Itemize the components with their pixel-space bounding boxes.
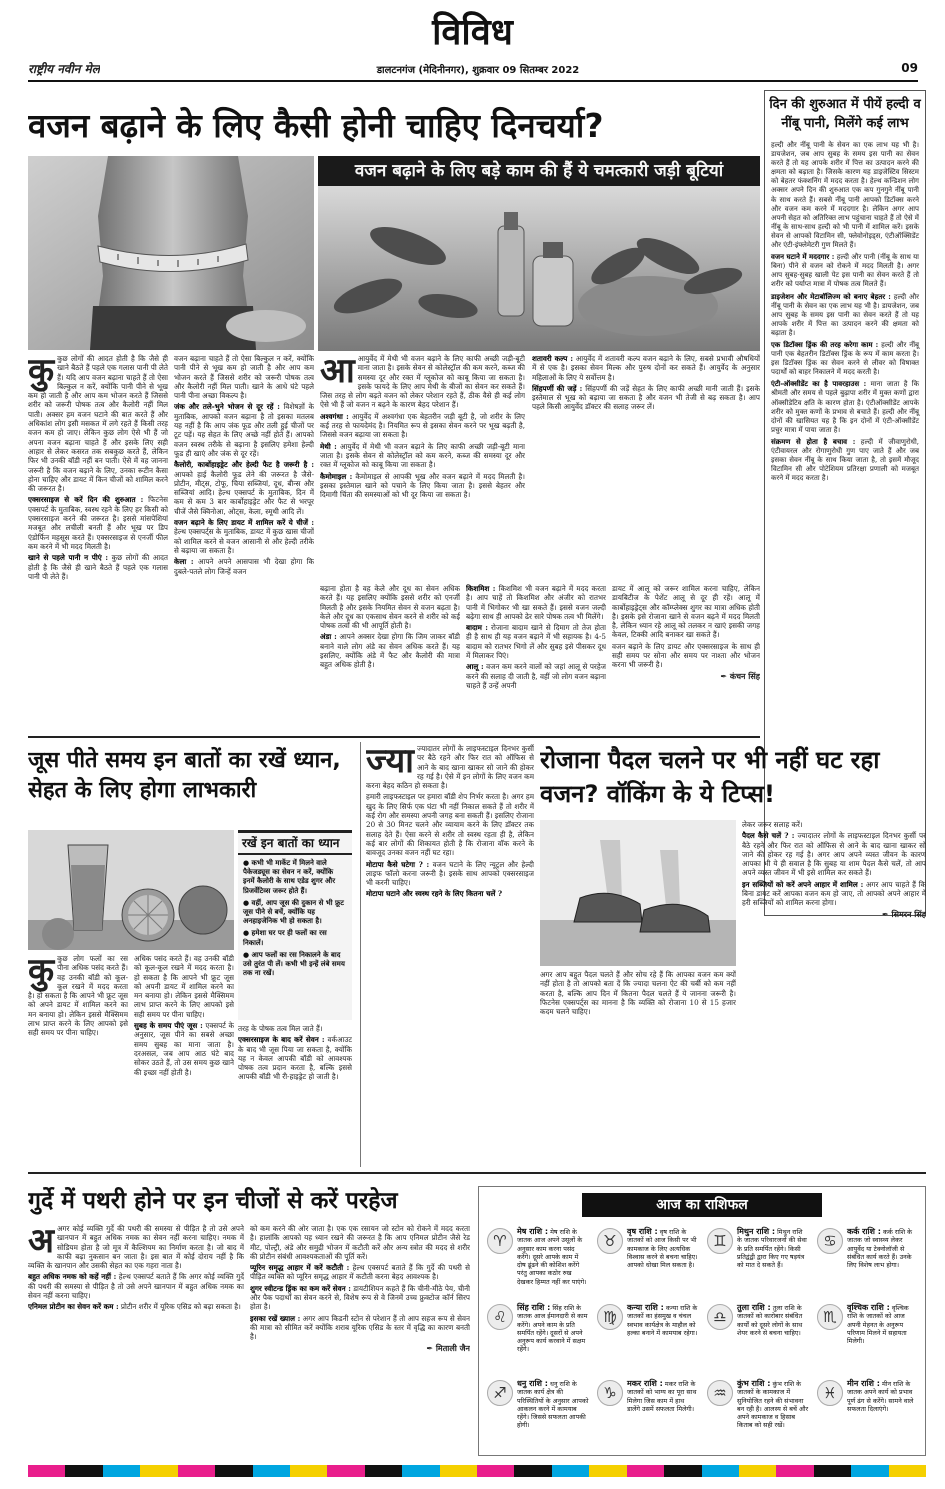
juice-tip-item: ● कभी भी मार्केट में मिलने वाले पैकेजड्यूस का सेवन न करें, क्योंकि इनमें कैलोरी के साथ एडेड शुगर और प्रिजर्वेटिव्स जरूर होते हैं। bbox=[243, 858, 336, 895]
horoscope-sign bbox=[813, 1301, 923, 1377]
main-col1-sub1-text: फिटनेस एक्सपर्ट के मुताबिक, स्वस्थ रहने के लिए हर किसी को एक्सरसाइज करने की जरूरत है। इससे मांसपेशियां मजबूत और लचीली बनती हैं और भूख पर डिप एंडोर्फिन महसूस करते हैं। एक्सरसाइज से एनर्जी फील कम करने में भी मदद मिलती है। bbox=[28, 495, 168, 551]
herbs-article-col1: आआयुर्वेद में मेथी भी वजन बढ़ाने के लिए काफी अच्छी जड़ी-बूटी माना जाता है। इसके सेवन से कोलेस्ट्रॉल की कम करने, कब्ज की समस्या दूर और रक्त में ग्लूकोज को काबू किया जा सकता है। इसके फायदे के लिए आप मेथी के बीजों का सेवन कर सकते हैं। जिस तरह से लोग बढ़ते वजन को लेकर परेशान रहते हैं, ठीक वैसे ही कई लोग ऐसे भी हैं जो वजन न बढ़ने के कारण बेहद परेशान हैं। अश्वगंधा : आयुर्वेद में अश्वगंधा एक बेहतरीन जड़ी बूटी है, जो शरीर के लिए कई तरह से फायदेमंद है। नियमित रूप से इसका सेवन करने पर भूख बढ़ती है, जिससे वजन बढ़ाया जा सकता है। मेथी : आयुर्वेद में मेथी भी वजन बढ़ाने के लिए काफी अच्छी जड़ी-बूटी माना जाता है। इसके सेवन से कोलेस्ट्रॉल को कम करने, कब्ज की समस्या दूर और रक्त में ग्लूकोज को काबू किया जा सकता है। कैमोमाइल : कैमोमाइल से आपकी भूख और वजन बढ़ाने में मदद मिलती है। इसका इस्तेमाल खाने को पचाने के लिए किया जाता है। इससे बेहतर और दिमागी चिंता की समस्याओं को भी दूर किया जा सकता है। bbox=[320, 354, 525, 500]
sidebar-headline: दिन की शुरुआत में पीयें हल्दी व नींबू पानी, मिलेंगे कई लाभ bbox=[769, 97, 921, 131]
sign-text: मिथुन राशि के जातक परिवारजनों की सेवा के प्रति समर्पित रहेंगे। किसी प्रतिद्वंद्वी द्वारा किए गए षड़यंत्र को मात दे सकते हैं। bbox=[737, 1228, 807, 1270]
main-lower-col3 bbox=[612, 584, 760, 730]
color-swatch bbox=[589, 1465, 626, 1477]
sign-text: मेष राशि के जातक आज अपने उसूलों के अनुसार काम करना पसंद करेंगे। दूसरे आपके काम में दोष ढूंढने की कोशिश करेंगे परंतु आपका कठोर रुख देखकर हिम्मत नहीं कर पाएंगे। bbox=[517, 1228, 587, 1286]
sign-name: कन्या राशि : bbox=[627, 1303, 664, 1312]
juice-c3-sub-text: वर्कआउट के बाद भी जूस पिया जा सकता है, क्योंकि यह न केवल आपकी बॉडी को आवश्यक पोषक तत्व प्रदान करता है, बल्कि इससे आपकी बॉडी भी री-हाइड्रेट हो जाती है। bbox=[238, 1035, 352, 1082]
sign-name: सिंह राशि : bbox=[517, 1303, 551, 1312]
color-swatch bbox=[65, 1465, 102, 1477]
horoscope-title: आज का राशिफल bbox=[582, 1193, 822, 1217]
sign-text: वृश्चिक राशि के जातकों को आज अपनी मेहनत के अनुरूप परिणाम मिलने में सहायता मिलेगी। bbox=[847, 1304, 909, 1346]
main-article-col2 bbox=[174, 354, 314, 728]
sign-name: मेष राशि : bbox=[517, 1227, 549, 1236]
herbs-photo bbox=[318, 186, 760, 351]
walking-headline: रोजाना पैदल चलने पर भी नहीं घट रहा वजन? वॉकिंग के ये टिप्स! bbox=[540, 746, 880, 808]
kidney-c2-sub2-text: डायटीशियन कहते हैं कि चीनी-मीठे पेय, चीनी और पैक पदार्थों का सेवन करने से, विशेष रूप से वे जिनमें उच्च फ्रुक्टोज कॉर्न सिरप होता है। bbox=[250, 1283, 470, 1312]
juice-col3 bbox=[238, 1024, 352, 1166]
kidney-c2: को कम करने की ओर जाता है। एक एक रसायन जो स्टोन को रोकने में मदद करता है। हालांकि आपको यह ध्यान रखने की जरूरत है कि आप एनिमल प्रोटीन जैसे रेड मीट, पोल्ट्री, अंडे और समुद्री भोजन में कटौती करें और अन्य स्त्रोत की मदद से शरीर की प्रोटीन संबंधी आवश्यकताओं की पूर्ति करें। bbox=[250, 1224, 470, 1261]
sign-name: वृष राशि : bbox=[627, 1227, 658, 1236]
juice-tip-item: ● आप फलों का रस निकालने के बाद उसे तुरंत पी लें। कभी भी इन्हें लंबे समय तक ना रखें। bbox=[243, 949, 345, 978]
sidebar-sub3-text: हल्दी और नींबू पानी एक बेहतरीन डिटॉक्स ड्रिंक के रूप में काम करता है। इस डिटॉक्स ड्रिंक का सेवन करने से लीवर को विषाक्त पदार्थों को बाहर निकालने में मदद करती है। bbox=[771, 340, 919, 377]
kidney-c2-sub-text: हेल्थ एक्सपर्ट बताते हैं कि गुर्दे की पथरी से पीड़ित व्यक्ति को प्यूरिन समृद्ध आहार में कटौती करना बेहद आवश्यक है। bbox=[250, 1263, 470, 1282]
herbs-article-col2 bbox=[532, 354, 760, 580]
juice-c2-sub: सुबह के समय पीएं जूस : bbox=[134, 1021, 203, 1031]
walking-byline-name: सिमरन सिंह bbox=[891, 909, 926, 919]
main-col1-text: कुछ लोगों की आदत होती है कि जैसे ही खाने बैठते हैं पहले एक गलास पानी पी लेते हैं। यदि आप वजन बढ़ाना चाहते हैं तो ऐसा बिल्कुल न करें, क्योंकि पानी पीने से भूख कम हो जाती है और आप कम भोजन करते हैं जिससे शरीर को जरूरी पोषक तत्व और कैलोरी नहीं मिल पाती। अक्सर हम वजन घटाने की बात करते हैं और अधिकांश लोग इसी मसकत में लगे रहते हैं किसी तरह वजन कम हो जाए। लेकिन कुछ लोग ऐसे भी हैं जो अपना वजन बढ़ाना चाहते हैं और इसके लिए सही आहार से लेकर कसरत तक सबकुछ करते हैं, लेकिन फिर भी उनकी बॉडी नहीं बन पाती। ऐसे में वह जानना जरूरी है कि वजन बढ़ाने के लिए, उनका रूटीन कैसा होना चाहिए और डायट में किन चीजों को शामिल करने की जरूरत है। bbox=[28, 354, 168, 494]
herbs-p2-title: मेथी : bbox=[320, 441, 337, 451]
walking-col3-sub2-text: अगर आप चाहते हैं कि बिना डायट करें आपका वजन कम हो जाए, तो आपको अपने आहार में हरी सब्जियों को शामिल करना होगा। bbox=[742, 879, 926, 908]
horoscope-sign bbox=[813, 1377, 923, 1453]
main-col2-sub3: वजन बढ़ाने के लिए डायट में शामिल करें ये चीजें : bbox=[174, 518, 314, 528]
sidebar-sub5-text: हल्दी में जीवाणुरोधी, एंटीवायरल और रोगाणुरोधी गुण पाए जाते हैं और जब इसका सेवन नींबू के साथ किया जाता है, तो इसमें मौजूद विटामिन सी और पोटेशियम प्रतिरक्षा प्रणाली को मजबूत करने में मदद करता है। bbox=[771, 437, 919, 483]
aquarius-icon: ♒ bbox=[707, 1380, 733, 1406]
sign-text: वृष राशि के जातकों को आज किसी पर भी कामकाज के लिए अत्यधिक विश्वास करने से बचना चाहिए। आपको धोखा मिल सकता है। bbox=[627, 1228, 698, 1270]
herbs-p5: सिंहपर्णी की जड़ें सेहत के लिए काफी अच्छी मानी जाती हैं। इसके इस्तेमाल से भूख को बढ़ाया जा सकता है और वजन भी तेजी से बढ़ सकता है। आप पहले किसी आयुर्वेद डॉक्टर की सलाह जरूर लें। bbox=[532, 383, 760, 412]
main-col2-sub3-text: हेल्थ एक्सपर्ट्स के मुताबिक, डायट में कुछ खास चीजों को शामिल करने से वजन आसानी से और हेल्दी तरीके से बढ़ाया जा सकता है। bbox=[174, 527, 314, 555]
leo-icon: ♌ bbox=[487, 1304, 513, 1330]
color-swatch bbox=[440, 1465, 477, 1477]
horoscope-sign bbox=[703, 1301, 813, 1377]
sidebar-sub1: वजन घटाने में मददगार : bbox=[771, 252, 835, 262]
herbs-intro: आयुर्वेद में मेथी भी वजन बढ़ाने के लिए काफी अच्छी जड़ी-बूटी माना जाता है। इसके सेवन से कोलेस्ट्रॉल की कम करने, कब्ज की समस्या दूर और रक्त में ग्लूकोज को काबू किया जा सकता है। इसके फायदे के लिए आप मेथी के बीजों का सेवन कर सकते हैं। जिस तरह से लोग बढ़ते वजन को लेकर परेशान रहते हैं, ठीक वैसे ही कई लोग ऐसे भी हैं जो वजन न बढ़ने के कारण बेहद परेशान हैं। bbox=[320, 354, 525, 410]
herbs-banner: वजन बढ़ाने के लिए बड़े काम की हैं ये चमत्कारी जड़ी बूटियां bbox=[318, 156, 760, 186]
kidney-c1: अगर कोई व्यक्ति गुर्दे की पथरी की समस्या से पीड़ित है तो उसे अपने खानपान में बहुत अधिक नमक का सेवन नहीं करना चाहिए। नमक में सोडियम होता है जो मूत्र में कैल्शियम का निर्माण करता है। जो बाद में काफी बढ़ा नुकसान बन जाता है। इस बात में कोई दोराय नहीं है कि व्यक्ति के खानपान और उसकी सेहत का एक गहरा नाता है। bbox=[28, 1224, 244, 1271]
main-lower-col1 bbox=[320, 584, 460, 730]
sign-name: मिथुन राशि : bbox=[737, 1227, 776, 1236]
walking-col1-q: मोटापा घटाने और स्वस्थ रहने के लिए कितना चलें ? bbox=[366, 889, 503, 899]
walking-col3 bbox=[742, 820, 926, 1166]
main-col1-sub1: एक्सरसाइज से करें दिन की शुरुआत : bbox=[28, 495, 144, 505]
horoscope-sign bbox=[703, 1377, 813, 1453]
dateline: डालटनगंज (मेदिनीनगर), शुक्रवार 09 सितम्बर 2022 bbox=[376, 65, 580, 76]
juice-headline: जूस पीते समय इन बातों का रखें ध्यान, सेहत के लिए होगा लाभकारी bbox=[28, 748, 341, 803]
walking-col1-sub-text: वजन घटाने के लिए न्यूट्रल और हेल्दी लाइफ फॉलो करना जरूरी है। इसके साथ आपको एक्सरसाइज भी करनी चाहिए। bbox=[366, 859, 534, 888]
main-lower-c3: डायट में आलू को जरूर शामिल करना चाहिए, लेकिन डायबिटीज के पेशेंट आलू से दूर ही रहें। आलू में कार्बोहाइड्रेट्स और कॉम्प्लेक्स शुगर का मात्रा अधिक होती है। इसके इसे रोजाना खाने से वजन बढ़ने में मदद मिलती है, लेकिन ध्यान रहे आलू को तलकर न खाएं इसकी जगह केवल, टिक्की आदि बनाकर खा सकते हैं। bbox=[612, 584, 760, 640]
sign-text: धनु राशि के जातक कार्य क्षेत्र की परिस्थितियों के अनुसार आपको आकलन करने में कामयाब रहेंगे। जिससे सफलता आपकी होगी। bbox=[517, 1380, 589, 1430]
sign-name: तुला राशि : bbox=[737, 1303, 771, 1312]
color-swatch bbox=[28, 1465, 65, 1477]
color-swatch bbox=[327, 1465, 364, 1477]
juice-tips-list bbox=[238, 855, 352, 983]
color-swatch bbox=[664, 1465, 701, 1477]
herbs-p1-title: अश्वगंधा : bbox=[320, 411, 349, 421]
main-col1-sub2-text: कुछ लोगों की आदत होती है कि जैसे ही खाने बैठते हैं पहले एक गलास पानी पी लेते हैं। bbox=[28, 553, 168, 581]
color-swatch bbox=[776, 1465, 813, 1477]
walking-col1-text: हमारी लाइफस्टाइल पर हमारा बॉडी शेप निर्भर करता है। अगर हम खुद के लिए सिर्फ एक घंटा भी नहीं निकाल सकते हैं तो शरीर में कई रोग और समस्या अपनी जगह बना सकती हैं। इसलिए रोजाना 20 से 30 मिनट चलने और व्यायाम करने के लिए डॉक्टर तक सलाह देते हैं। ऐसा करने से शरीर तो स्वस्थ रहता ही है, लेकिन कई बार लोगों की शिकायत होती है कि रोजाना वॉक करने के बावजूद उनका वजन नहीं घट रहा। bbox=[366, 792, 534, 858]
juice-photo bbox=[28, 830, 234, 950]
herbs-p3: कैमोमाइल से आपकी भूख और वजन बढ़ाने में मदद मिलती है। इसका इस्तेमाल खाने को पचाने के लिए किया जाता है। इससे बेहतर और दिमागी चिंता की समस्याओं को भी दूर किया जा सकता है। bbox=[320, 471, 525, 500]
horoscope-sign bbox=[483, 1377, 593, 1453]
main-lower-c2-sub3: आलू : bbox=[466, 662, 484, 672]
color-swatch bbox=[552, 1465, 589, 1477]
main-lower-c1: बढ़ाना होता है वह केले और दूध का सेवन अधिक करते हैं। यह इसलिए क्योंकि इससे शरीर को एनर्जी मिलती है और इसके नियमित सेवन से वजन बढ़ता है। केले और दूध का एकसाथ सेवन करने से शरीर को कई पोषक तत्वों की भी आपूर्ति होती है। bbox=[320, 584, 460, 631]
kidney-byline-name: मिताली जैन bbox=[435, 1343, 470, 1353]
kidney-col2 bbox=[250, 1224, 470, 1460]
kidney-c1-sub2-text: प्रोटीन शरीर में यूरिक एसिड को बढ़ा सकता है। bbox=[120, 1302, 241, 1312]
main-article-col1: कुकुछ लोगों की आदत होती है कि जैसे ही खाने बैठते हैं पहले एक गलास पानी पी लेते हैं। यदि आप वजन बढ़ाना चाहते हैं तो ऐसा बिल्कुल न करें, क्योंकि पानी पीने से भूख कम हो जाती है और आप कम भोजन करते हैं जिससे शरीर को जरूरी पोषक तत्व और कैलोरी नहीं मिल पाती। अक्सर हम वजन घटाने की बात करते हैं और अधिकांश लोग इसी मसकत में लगे रहते हैं किसी तरह वजन कम हो जाए। लेकिन कुछ लोग ऐसे भी हैं जो अपना वजन बढ़ाना चाहते हैं और इसके लिए सही आहार से लेकर कसरत तक सबकुछ करते हैं, लेकिन फिर भी उनकी बॉडी नहीं बन पाती। ऐसे में वह जानना जरूरी है कि वजन बढ़ाने के लिए, उनका रूटीन कैसा होना चाहिए और डायट में किन चीजों को शामिल करने की जरूरत है। एक्सरसाइज से करें दिन की शुरुआत : फिटनेस एक्सपर्ट के मुताबिक, स्वस्थ रहने के लिए हर किसी को एक्सरसाइज करने की जरूरत है। इससे मांसपेशियां मजबूत और लचीली बनती हैं और भूख पर डिप एंडोर्फिन महसूस करते हैं। एक्सरसाइज से एनर्जी फील कम करने में भी मदद मिलती है। खाने से पहले पानी न पीएं : कुछ लोगों की आदत होती है कि जैसे ही खाने बैठते हैं पहले एक गलास पानी पी लेते हैं। bbox=[28, 354, 168, 581]
virgo-icon: ♍ bbox=[597, 1304, 623, 1330]
sign-name: कर्क राशि : bbox=[847, 1227, 881, 1236]
kidney-c1-sub-text: हेल्थ एक्सपर्ट बताते हैं कि अगर कोई व्यक्ति गुर्दे की पथरी की समस्या से पीड़ित है तो उसे अपने खानपान में बहुत अधिक नमक का सेवन नहीं करना चाहिए। bbox=[28, 1272, 244, 1301]
color-swatch bbox=[365, 1465, 402, 1477]
main-headline: वजन बढ़ाने के लिए कैसी होनी चाहिए दिनचर्या? bbox=[28, 106, 604, 145]
color-swatch bbox=[477, 1465, 514, 1477]
sidebar-sub4-text: माना जाता है कि श्रीमती और समय से पहले बुढ़ापा शरीर में मुक्त कणों द्वारा ऑक्सीडेटिव क्षति के कारण होता है। एंटीऑक्सीडेंट आपके शरीर को मुक्त कणों के प्रभाव से बचाते हैं। हल्दी और नींबू दोनों की खासियत यह है कि इन दोनों में एंटी-ऑक्सीडेंट प्रचुर मात्रा में पाया जाता है। bbox=[771, 380, 919, 434]
kidney-c2-sub2: शुगर स्वीटन्ड ड्रिंक का कम करें सेवन : bbox=[250, 1283, 351, 1293]
sign-text: मीन राशि के जातक अपने कार्य को प्रभाव पूर्ण ढंग से करेंगे। सामने वाले सफलता दिलाएंगे। bbox=[847, 1380, 914, 1413]
sign-text: मकर राशि के जातकों को भाग्य का पूरा साथ मिलेगा जिस काम में हाथ डालेंगे उसमें सफलता मिलेगी। bbox=[627, 1380, 697, 1413]
capricorn-icon: ♑ bbox=[597, 1380, 623, 1406]
walking-shoes-photo bbox=[540, 820, 736, 966]
main-lower-col2 bbox=[466, 584, 606, 730]
sidebar-body-text: हल्दी और नींबू पानी के सेवन का एक लाभ यह भी है। डायजेशन, जब आप सुबह के समय इस पानी का सेवन करते हैं तो यह आपके शरीर में पित्त का उत्पादन करने की क्षमता को बढ़ाता है। जिसके कारण यह डाइजेस्टिव सिस्टम को बेहतर फंक्शनिंग में मदद करता है। हेल्थ कन्डिशन लोग अक्सर अपने दिन की शुरुआत एक कप गुनगुने नींबू पानी के साथ करते हैं। सबसे नींबू पानी आपको डिटॉक्स करने और वजन कम करने में मददगार है। लेकिन अगर आप अपनी सेहत को अतिरिक्त लाभ पहुंचाना चाहते हैं तो ऐसे में नींबू के साथ-साथ हल्दी को भी पानी में शामिल करें। इसके सेवन से आपको विटामिन सी, फ्लेवोनोइड्स, एंटीऑक्सिडेंट और एंटी-इंफ्लेमेटरी गुण मिलते हैं। bbox=[771, 141, 919, 250]
scorpio-icon: ♏ bbox=[817, 1304, 843, 1330]
herbs-p4-title: शतावरी कल्प : bbox=[532, 354, 573, 363]
herbs-byline-name: कंचन सिंह bbox=[729, 671, 760, 681]
sign-text: सिंह राशि के जातक आज ईमानदारी से काम करेंगे। अपने काम के प्रति समर्पित रहेंगे। दूसरों से अपने अनुरूप कार्य करवाने में सक्षम रहेंगे। bbox=[517, 1304, 588, 1354]
herbs-p2: आयुर्वेद में मेथी भी वजन बढ़ाने के लिए काफी अच्छी जड़ी-बूटी माना जाता है। इसके सेवन से कोलेस्ट्रॉल को कम करने, कब्ज की समस्या दूर और रक्त में ग्लूकोज को काबू किया जा सकता है। bbox=[320, 441, 525, 470]
color-swatch bbox=[253, 1465, 290, 1477]
kidney-headline: गुर्दे में पथरी होने पर इन चीजों से करें परहेज bbox=[28, 1188, 398, 1214]
sidebar-sub3: एक डिटॉक्स ड्रिंक की तरह करेगा काम : bbox=[771, 339, 879, 349]
horoscope-sign bbox=[483, 1225, 593, 1301]
kidney-c2-sub3: इसका रखें ख्याल : bbox=[250, 1313, 301, 1323]
column-divider bbox=[360, 742, 361, 1167]
juice-tip-text: कभी भी मार्केट में मिलने वाले पैकेजड्यूस का सेवन न करें, क्योंकि इनमें कैलोरी के साथ एडेड शुगर और प्रिजर्वेटिव्स जरूर होते हैं। bbox=[243, 858, 336, 895]
walking-col1: ज्या ज्यादातर लोगों के लाइफस्टाइल दिनभर कुर्सी पर बैठे रहने और फिर रात को ऑफिस से आने के बाद खाना खाकर सो जाने की होकर रह गई है। ऐसे में इन लोगों के लिए वजन कम करना बेहद कठिन हो सकता है। हमारी लाइफस्टाइल पर हमारा बॉडी शेप निर्भर करता है। अगर हम खुद के लिए सिर्फ एक घंटा भी नहीं निकाल सकते हैं तो शरीर में कई रोग और समस्या अपनी जगह बना सकती हैं। इसलिए रोजाना 20 से 30 मिनट चलने और व्यायाम करने के लिए डॉक्टर तक सलाह देते हैं। ऐसा करने से शरीर तो स्वस्थ रहता ही है, लेकिन कई बार लोगों की शिकायत होती है कि रोजाना वॉक करने के बावजूद उनका वजन नहीं घट रहा। मोटापा कैसे घटेगा ? : वजन घटाने के लिए न्यूट्रल और हेल्दी लाइफ फॉलो करना जरूरी है। इसके साथ आपको एक्सरसाइज भी करनी चाहिए। मोटापा घटाने और स्वस्थ रहने के लिए कितना चलें ? bbox=[366, 744, 534, 899]
horoscope-box bbox=[478, 1186, 926, 1456]
horoscope-sign bbox=[483, 1301, 593, 1377]
section-divider bbox=[28, 736, 760, 738]
herbs-p1: आयुर्वेद में अश्वगंधा एक बेहतरीन जड़ी बूटी है, जो शरीर के लिए कई तरह से फायदेमंद है। नियमित रूप से इसका सेवन करने पर भूख बढ़ती है, जिससे वजन बढ़ाया जा सकता है। bbox=[320, 411, 525, 440]
sign-text: कन्या राशि के जातकों का हंसमुख व चंचल स्वभाव कार्यक्षेत्र के माहौल को हल्का बनाने में कामयाब रहेगा। bbox=[627, 1304, 698, 1337]
kidney-c1-sub2: एनिमल प्रोटीन का सेवन करें कम : bbox=[28, 1302, 119, 1312]
walking-byline: ✒ सिमरन सिंह bbox=[882, 909, 926, 919]
color-swatch bbox=[103, 1465, 140, 1477]
sign-name: मीन राशि : bbox=[847, 1379, 880, 1388]
juice-tips-box bbox=[238, 830, 352, 1020]
sign-name: कुंभ राशि : bbox=[737, 1379, 771, 1388]
juice-tip-text: वहीं, आप जूस की दुकान से भी फ्रूट जूस पीने से बचें, क्योंकि यह अनहाइजेनिक भी हो सकता है। bbox=[243, 897, 344, 926]
color-swatch bbox=[851, 1465, 888, 1477]
main-lower-c2-text2: रोजाना बादाम खाने से दिमाग तो तेज होता ही है साथ ही यह वजन बढ़ाने में भी सहायक है। 4-5 बादाम को रातभर भिगो लें और सुबह इसे पीसकर दूध में मिलाकर पिएं। bbox=[466, 623, 606, 661]
color-swatch bbox=[889, 1465, 926, 1477]
juice-tip-item: ● वहीं, आप जूस की दुकान से भी फ्रूट जूस पीने से बचें, क्योंकि यह अनहाइजेनिक भी हो सकता है। bbox=[243, 897, 344, 926]
main-col1-sub2: खाने से पहले पानी न पीएं : bbox=[28, 553, 109, 563]
juice-col1: कुकुछ लोग फलों का रस पीना अधिक पसंद करते हैं। वह उनकी बॉडी को कूल-कूल रखने में मदद करता है। हो सकता है कि आपने भी फ्रूट जूस को अपने डायट में शामिल करने का मन बनाया हो। लेकिन इससे मैक्सिमम लाभ प्राप्त करने के लिए आपको इसे सही समय पर पीना चाहिए। bbox=[28, 954, 128, 1038]
herbs-p5-title: सिंहपर्णी की जड़ें : bbox=[532, 383, 583, 393]
walking-col1-sub: मोटापा कैसे घटेगा ? : bbox=[366, 859, 430, 869]
waist-measure-photo bbox=[28, 156, 314, 350]
juice-col2 bbox=[134, 954, 234, 1166]
kidney-c2-sub3-text: अगर आप किडनी स्टोन से परेशान हैं तो आप सहज रूप से सेवन की मात्रा को सीमित करें क्योंकि शराब यूरिक एसिड के स्तर में वृद्धि का कारण बनती है। bbox=[250, 1313, 470, 1342]
color-swatch bbox=[739, 1465, 776, 1477]
walking-lead: ज्यादातर लोगों के लाइफस्टाइल दिनभर कुर्सी पर बैठे रहने और फिर रात को ऑफिस से आने के बाद खाना खाकर सो जाने की होकर रह गई है। ऐसे में इन लोगों के लिए वजन कम करना बेहद कठिन हो सकता है। bbox=[366, 744, 534, 791]
pisces-icon: ♓ bbox=[817, 1380, 843, 1406]
color-swatch bbox=[514, 1465, 551, 1477]
juice-c3-sub: एक्सरसाइज के बाद करें सेवन : bbox=[238, 1035, 325, 1045]
walking-col3-sub2: इन सब्जियों को करें अपने आहार में शामिल : bbox=[742, 879, 864, 889]
walking-col3-sub1-text: ज्यादातर लोगों के लाइफस्टाइल दिनभर कुर्सी पर बैठे रहने और फिर रात को ऑफिस से आने के बाद खाना खाकर सो जाने की होकर रह गई है। अगर आप अपने व्यस्त जीवन के कारण आपका भी ये ही सवाल है कि सुबह या शाम पैदल कैसे चलें, तो आप अपने व्यस्त जीवन में भी इसे शामिल कर सकते हैं। bbox=[742, 831, 926, 878]
main-lower-c2-sub2: बादाम : bbox=[466, 623, 488, 633]
paper-name: राष्ट्रीय नवीन मेल bbox=[28, 62, 100, 76]
kidney-byline: ✒ मिताली जैन bbox=[426, 1343, 470, 1353]
walking-col3-text: लेकर जरूर सलाह करें। bbox=[742, 820, 803, 829]
color-registration-strip bbox=[28, 1465, 926, 1477]
juice-tip-text: आप फलों का रस निकालने के बाद उसे तुरंत पी लें। कभी भी इन्हें लंबे समय तक ना रखें। bbox=[243, 949, 345, 978]
horoscope-sign bbox=[593, 1377, 703, 1453]
sign-text: कुंभ राशि के जातकों के कामकाज में सुनियोजित रहने की संभावना बन रही है। आलस्य से बचें और अपने कामकाज व हिसाब किताब को सही रखें। bbox=[737, 1380, 809, 1430]
color-swatch bbox=[814, 1465, 851, 1477]
juice-tip-item: ● हमेशा घर पर ही फलों का रस निकालें। bbox=[243, 928, 327, 947]
main-col2-sub4-text: आपने अपने आसपास भी देखा होगा कि दुबले-पतले लोग जिन्हें वजन bbox=[174, 557, 314, 576]
sidebar-sub2: डाइजेशन और मेटाबॉलिज्म को बनाए बेहतर : bbox=[771, 291, 891, 301]
masthead-bar bbox=[28, 60, 918, 82]
walking-col2 bbox=[540, 970, 736, 1166]
main-lower-c2-sub: किशमिश : bbox=[466, 584, 496, 593]
sidebar-sub5: संक्रमण से होता है बचाव : bbox=[771, 436, 856, 446]
gemini-icon: ♊ bbox=[707, 1228, 733, 1254]
main-lower-c3-tail: वजन बढ़ाने के लिए डायट और एक्सरसाइज के साथ ही सही समय पर सोना और समय पर नाश्ता और भोजन करना भी जरूरी है। bbox=[612, 641, 760, 670]
walking-col3-sub1: पैदल कैसे चलें ? : bbox=[742, 831, 795, 841]
juice-c1: कुछ लोग फलों का रस पीना अधिक पसंद करते हैं। वह उनकी बॉडी को कूल-कूल रखने में मदद करता है। हो सकता है कि आपने भी फ्रूट जूस को अपने डायट में शामिल करने का मन बनाया हो। लेकिन इससे मैक्सिमम लाभ प्राप्त करने के लिए आपको इसे सही समय पर पीना चाहिए। bbox=[28, 954, 128, 1038]
aries-icon: ♈ bbox=[487, 1228, 513, 1254]
sign-name: मकर राशि : bbox=[627, 1379, 663, 1388]
color-swatch bbox=[290, 1465, 327, 1477]
color-swatch bbox=[702, 1465, 739, 1477]
main-lower-c1-sub-text: आपने अक्सर देखा होगा कि जिम जाकर बॉडी बनाने वाले लोग अंडे का सेवन अधिक करते हैं। यह इसलिए, क्योंकि अंडे में फैट और कैलोरी की मात्रा बहुत अधिक होती है। bbox=[320, 632, 460, 670]
kidney-col1: अअगर कोई व्यक्ति गुर्दे की पथरी की समस्या से पीड़ित है तो उसे अपने खानपान में बहुत अधिक नमक का सेवन नहीं करना चाहिए। नमक में सोडियम होता है जो मूत्र में कैल्शियम का निर्माण करता है। जो बाद में काफी बढ़ा नुकसान बन जाता है। इस बात में कोई दोराय नहीं है कि व्यक्ति के खानपान और उसकी सेहत का एक गहरा नाता है। बहुत अधिक नमक को कहें नहीं : हेल्थ एक्सपर्ट बताते हैं कि अगर कोई व्यक्ति गुर्दे की पथरी की समस्या से पीड़ित है तो उसे अपने खानपान में बहुत अधिक नमक का सेवन नहीं करना चाहिए। एनिमल प्रोटीन का सेवन करें कम : प्रोटीन शरीर में यूरिक एसिड को बढ़ा सकता है। bbox=[28, 1224, 244, 1312]
libra-icon: ♎ bbox=[707, 1304, 733, 1330]
kidney-c2-sub: प्यूरिन समृद्ध आहार में करें कटौती : bbox=[250, 1263, 350, 1273]
sidebar-sub4: एंटी-ऑक्सीडेंट का है पावरहाउस : bbox=[771, 379, 867, 389]
color-swatch bbox=[402, 1465, 439, 1477]
horoscope-sign bbox=[593, 1225, 703, 1301]
section-divider bbox=[28, 1172, 926, 1174]
sidebar-sub2-text: हल्दी और नींबू पानी के सेवन का एक लाभ यह भी है। डायजेशन, जब आप सुबह के समय इस पानी का सेवन करते हैं तो यह आपके शरीर में पित्त का उत्पादन करने की क्षमता को बढ़ाता है। bbox=[771, 292, 919, 337]
herbs-p3-title: कैमोमाइल : bbox=[320, 471, 353, 481]
herbs-byline: ✒ कंचन सिंह bbox=[720, 671, 760, 681]
main-col2-sub1: जंक और तले-भुने भोजन से दूर रहें : bbox=[174, 402, 280, 412]
main-col2-sub4: केला : bbox=[174, 557, 194, 567]
cancer-icon: ♋ bbox=[817, 1228, 843, 1254]
juice-tips-title: रखें इन बातों का ध्यान bbox=[238, 833, 352, 855]
main-lower-c2: किशमिश भी वजन बढ़ाने में मदद करता है। आप चाहें तो किशमिश और अंजीर को रातभर पानी में भिगोकर भी खा सकते हैं। इससे वजन जल्दी बढ़ेगा साथ ही आपको ढेर सारे पोषक तत्व भी मिलेंगे। bbox=[466, 584, 606, 621]
sign-name: धनु राशि : bbox=[517, 1379, 548, 1388]
juice-tip-text: हमेशा घर पर ही फलों का रस निकालें। bbox=[243, 928, 327, 947]
main-col2-text: वजन बढ़ाना चाहते हैं तो ऐसा बिल्कुल न करें, क्योंकि पानी पीने से भूख कम हो जाती है और आप कम भोजन करते हैं जिससे शरीर को जरूरी पोषक तत्व और कैलोरी नहीं मिल पाती। खाने के आधे घंटे पहले पानी पीना अच्छा विकल्प है। bbox=[174, 354, 314, 401]
juice-c2-sub-text: एक्सपर्ट के अनुसार, जूस पीने का सबसे अच्छा समय सुबह का माना जाता है। दरअसल, जब आप आठ घंटे बाद सोकर उठते हैं, तो उस समय कुछ खाने की इच्छा नहीं होती है। bbox=[134, 1021, 234, 1077]
color-swatch bbox=[140, 1465, 177, 1477]
horoscope-sign bbox=[703, 1225, 813, 1301]
color-swatch bbox=[215, 1465, 252, 1477]
juice-c2: अधिक पसंद करते हैं। वह उनकी बॉडी को कूल-कूल रखने में मदद करता है। हो सकता है कि आपने भी फ्रूट जूस को अपनी डायट में शामिल करने का मन बनाया हो। लेकिन इससे मैक्सिमम लाभ प्राप्त करने के लिए आपको इसे सही समय पर पीना चाहिए। bbox=[134, 954, 234, 1019]
sign-name: वृश्चिक राशि : bbox=[847, 1303, 890, 1312]
horoscope-sign bbox=[813, 1225, 923, 1301]
herbs-p4: आयुर्वेद में शतावरी कल्प वजन बढ़ाने के लिए, सबसे प्रभावी औषधियों में से एक है। इसका सेवन मिल्क और पुरुष दोनों कर सकते हैं। आयुर्वेद के अनुसार महिलाओं के लिए ये सर्वोत्तम है। bbox=[532, 354, 760, 382]
sagittarius-icon: ♐ bbox=[487, 1380, 513, 1406]
section-title: विविध bbox=[432, 12, 513, 53]
main-col2-sub2-text: आपको हाई कैलोरी फूड लेने की जरूरत है जैसे- प्रोटीन, मीट्स, टोफू, चिया सब्जियां, दूध, बीन्स और सब्जियां आदि। हेल्थ एक्सपर्ट के मुताबिक, दिन में कम से कम 3 बार कार्बोहाइड्रेट और फैट से भरपूर चीजें जैसे क्विनोआ, ओट्स, केला, स्मूथी आदि लें। bbox=[174, 469, 314, 516]
main-col2-sub1-text: विशेषज्ञों के मुताबिक, आपको वजन बढ़ाना है तो इसका मतलब यह नहीं है कि आप जंक फूड और तली हुई चीजों पर टूट पड़ें। यह सेहत के लिए अच्छे नहीं होते हैं। आपको वजन स्वस्थ तरीके से बढ़ाना है इसलिए हमेशा हेल्दी फूड ही खाएं और जंक से दूर रहें। bbox=[174, 402, 314, 458]
color-swatch bbox=[178, 1465, 215, 1477]
sign-text: तुला राशि के जातकों को कारोबार संबंधित कार्यों को दूसरे लोगों के साथ शेयर करने से बचना चाहिए। bbox=[737, 1304, 803, 1337]
walking-col2-text: अगर आप बहुत पैदल चलते हैं और सोच रहे हैं कि आपका वजन कम क्यों नहीं होता है तो आपको बता दें कि ज्यादा चलना ऐट की चर्बी को कम नहीं करता है, बल्कि आप दिन में कितना पैदल चलते हैं ये जानना जरूरी है। फिटनेस एक्सपर्ट्स का मानना है कि व्यक्ति को रोजाना 10 से 15 हजार कदम चलने चाहिए। bbox=[540, 970, 736, 1017]
juice-c3: तरह के पोषक तत्व मिल जाते हैं। bbox=[238, 1024, 323, 1033]
main-col2-sub2: कैलोरी, कार्बोहाइड्रेट और हेल्दी फैट है जरूरी है : bbox=[174, 460, 314, 470]
main-lower-c2-text3: वजन कम करने वालों को जहां आलू से परहेज करने की सलाह दी जाती है, वहीं जो लोग वजन बढ़ाना चाहते हैं उन्हें अपनी bbox=[466, 662, 606, 690]
page-number: 09 bbox=[901, 61, 918, 75]
sidebar-sub1-text: हल्दी और पानी (नींबू के साथ या बिना) पीने से वजन को रोकने में मदद मिलती है। अगर आप सुबह-सुबह खाली पेट इस पानी का सेवन करते हैं तो शरीर को पर्याप्त मात्रा में पोषक तत्व मिलते हैं। bbox=[771, 253, 919, 289]
kidney-c1-sub: बहुत अधिक नमक को कहें नहीं : bbox=[28, 1272, 117, 1282]
horoscope-grid bbox=[483, 1225, 923, 1453]
taurus-icon: ♉ bbox=[597, 1228, 623, 1254]
color-swatch bbox=[627, 1465, 664, 1477]
horoscope-sign bbox=[593, 1301, 703, 1377]
main-lower-c1-sub: अंडा : bbox=[320, 632, 337, 642]
sign-text: कर्क राशि के जातक जो स्वास्थ्य लेकर आयुर्वेद या टेक्नोलॉजी से संबंधित कार्य करते हैं। उनके लिए विशेष लाभ होगा। bbox=[847, 1228, 913, 1270]
